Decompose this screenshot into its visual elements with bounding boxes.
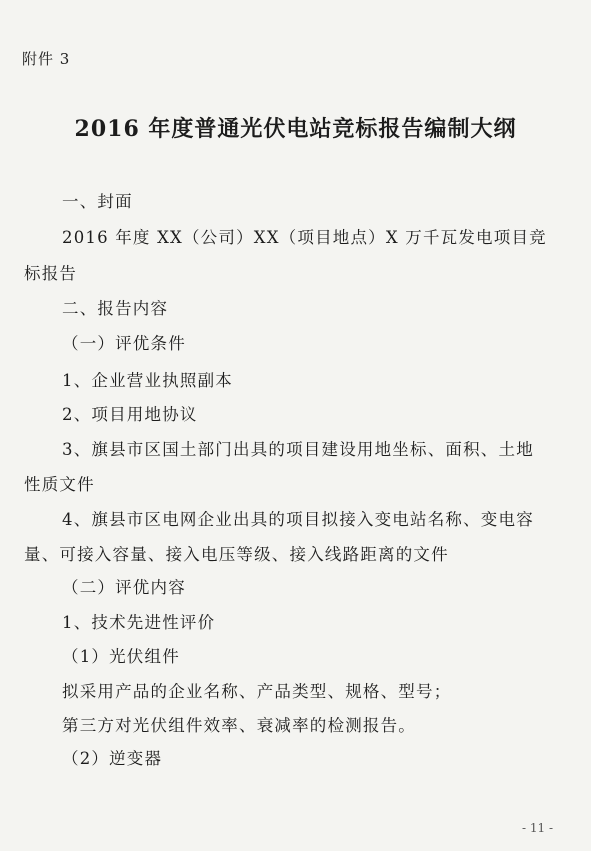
- list-item-3-line-1: 3、旗县市区国土部门出具的项目建设用地坐标、面积、土地: [62, 440, 534, 459]
- list-item-3-line-2: 性质文件: [24, 475, 95, 494]
- sub-item-pv-modules: （1）光伏组件: [62, 647, 180, 666]
- pv-modules-text-1: 拟采用产品的企业名称、产品类型、规格、型号；: [62, 682, 452, 701]
- cover-text-line-2: 标报告: [24, 264, 78, 283]
- subsection-heading-content: （二）评优内容: [62, 578, 186, 597]
- sub-item-inverter: （2）逆变器: [62, 749, 163, 768]
- subsection-heading-criteria: （一）评优条件: [62, 334, 186, 353]
- list-item-2: 2、项目用地协议: [62, 405, 198, 424]
- section-heading-report-content: 二、报告内容: [62, 299, 169, 318]
- document-title: 2016 年度普通光伏电站竞标报告编制大纲: [74, 116, 517, 142]
- list-item-4-line-1: 4、旗县市区电网企业出具的项目拟接入变电站名称、变电容: [62, 510, 534, 529]
- pv-modules-text-2: 第三方对光伏组件效率、衰减率的检测报告。: [62, 716, 416, 735]
- list-item-1: 1、企业营业执照副本: [62, 371, 233, 390]
- cover-text-line-1: 2016 年度 XX（公司）XX（项目地点）X 万千瓦发电项目竞: [62, 228, 547, 247]
- list-item-4-line-2: 量、可接入容量、接入电压等级、接入线路距离的文件: [24, 545, 449, 564]
- section-heading-cover: 一、封面: [62, 192, 133, 211]
- page-number: - 11 -: [521, 821, 553, 835]
- attachment-label: 附件 3: [22, 50, 71, 68]
- list-item-tech-evaluation: 1、技术先进性评价: [62, 613, 216, 632]
